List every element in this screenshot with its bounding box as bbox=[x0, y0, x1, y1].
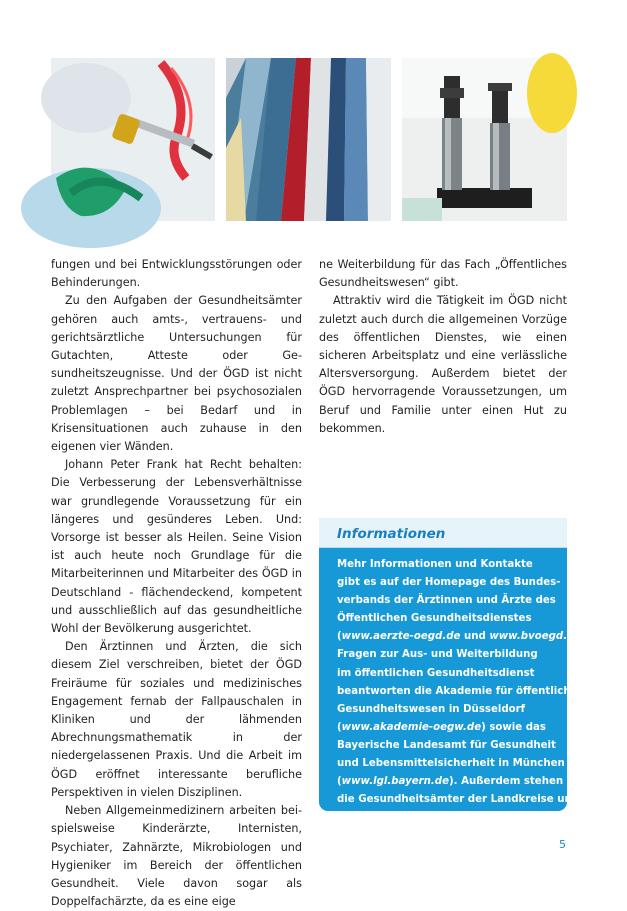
info-line: und Lebensmittelsicherheit in München bbox=[337, 758, 565, 770]
text: ( bbox=[337, 721, 342, 733]
info-line: Bayerische Landesamt für Gesundheit bbox=[337, 739, 556, 751]
right-text-column bbox=[319, 256, 567, 438]
info-box-body bbox=[319, 548, 594, 827]
paragraph: Johann Peter Frank hat Recht behalten: Die Verbesserung der Lebensverhältnisse war grundlegende Voraussetzung für ein längeres und gesünderes Leben. Und: Vorsorge ist besser als Heilen. Seine Vision ist auch heute noch Grundlage für die Mitarbeiterinnen und Mitarbeiter des ÖGD in Deutschland - flächendeckend, kompetent und ausschließlich auf das gesundheitliche Wohl der Bevölkerung ausgerichtet. bbox=[51, 458, 302, 636]
info-line: im öffentlichen Gesundheitsdienst bbox=[337, 667, 535, 679]
link-bvoegd[interactable]: www.bvoegd.de bbox=[489, 631, 582, 643]
text: ( bbox=[337, 776, 342, 788]
text: ( bbox=[337, 631, 342, 643]
photo-books bbox=[226, 58, 391, 221]
info-line: gibt es auf der Homepage des Bundes- bbox=[337, 577, 561, 589]
info-line bbox=[337, 719, 557, 737]
paragraph: Attraktiv wird die Tätigkeit im ÖGD nicht zuletzt auch durch die allgemeinen Vorzüge des öffentlichen Dienstes, wie einen sicheren Arbeitsplatz und eine verlässliche Altersversorgung. Außerdem bietet der ÖGD hervorragende Voraussetzungen, um Beruf und Familie unter einen Hut zu bekommen. bbox=[319, 294, 567, 435]
photo-otoscope bbox=[402, 58, 567, 221]
info-line bbox=[337, 628, 590, 646]
paragraph: Neben Allgemeinmedizinern arbeiten beispielsweise Kinderärzte, Internisten, Psychiater, Zahnärzte, Mikrobiologen und Hygieniker im Bereich der öffentlichen Gesundheit. Viele davon sogar als Doppelfachärzte, da es eine eige bbox=[51, 804, 302, 909]
info-line: verbands der Ärztinnen und Ärzte des bbox=[337, 595, 556, 607]
info-line: Gesundheitswesen in Düsseldorf bbox=[337, 703, 526, 715]
page-number: 5 bbox=[559, 838, 566, 851]
info-line: kreisfreien Städte für Fragen zur Verfügung. bbox=[337, 812, 594, 824]
text: ). bbox=[581, 631, 590, 643]
photo-reflex-hammer bbox=[51, 58, 215, 221]
info-line: Fragen zur Aus- und Weiterbildung bbox=[337, 649, 538, 661]
info-box-title: Informationen bbox=[319, 518, 567, 548]
paragraph: ne Weiterbildung für das Fach „Öffentliches Gesundheitswesen“ gibt. bbox=[319, 258, 567, 290]
info-line: Öffentlichen Gesundheitsdienstes bbox=[337, 613, 532, 625]
text: und bbox=[460, 631, 490, 643]
text: ). Außerdem stehen bbox=[449, 776, 564, 788]
paragraph: Zu den Aufgaben der Gesundheitsämter gehören auch amts-, vertrauens- und gerichtsärztliche Untersuchungen für Gutachten, Atteste oder Gesundheitszeugnisse. Und der ÖGD ist nicht zuletzt Ansprechpartner bei psychosozialen Problemlagen – bei Bedarf und in Krisensituationen auch zuhause in den eigenen vier Wänden. bbox=[51, 294, 302, 454]
info-line: Mehr Informationen und Kontakte bbox=[337, 559, 533, 570]
info-line: beantworten die Akademie für öffentliches bbox=[337, 685, 584, 697]
link-aerzte-oegd[interactable]: www.aerzte-oegd.de bbox=[341, 631, 461, 643]
paragraph: Den Ärztinnen und Ärzten, die sich diesem Ziel verschreiben, bietet der ÖGD Freiräume für soziales und medizinisches Engagement fernab der Fallpauschalen in Kliniken und der lähmenden Abrechnungsmathematik in der niedergelassenen Praxis. Und die Arbeit im ÖGD eröffnet interessante berufliche Perspektiven in vielen Disziplinen. bbox=[51, 640, 302, 799]
info-line bbox=[337, 773, 564, 791]
left-text-column bbox=[51, 256, 302, 911]
link-akademie-oegw[interactable]: www.akademie-oegw.de bbox=[341, 721, 482, 733]
info-line: die Gesundheitsämter der Landkreise und bbox=[337, 794, 580, 806]
link-lgl-bayern[interactable]: www.lgl.bayern.de bbox=[341, 776, 450, 788]
text: ) sowie das bbox=[481, 721, 546, 733]
paragraph: fungen und bei Entwicklungsstörungen oder Behinderungen. bbox=[51, 258, 302, 290]
info-box bbox=[319, 518, 594, 824]
